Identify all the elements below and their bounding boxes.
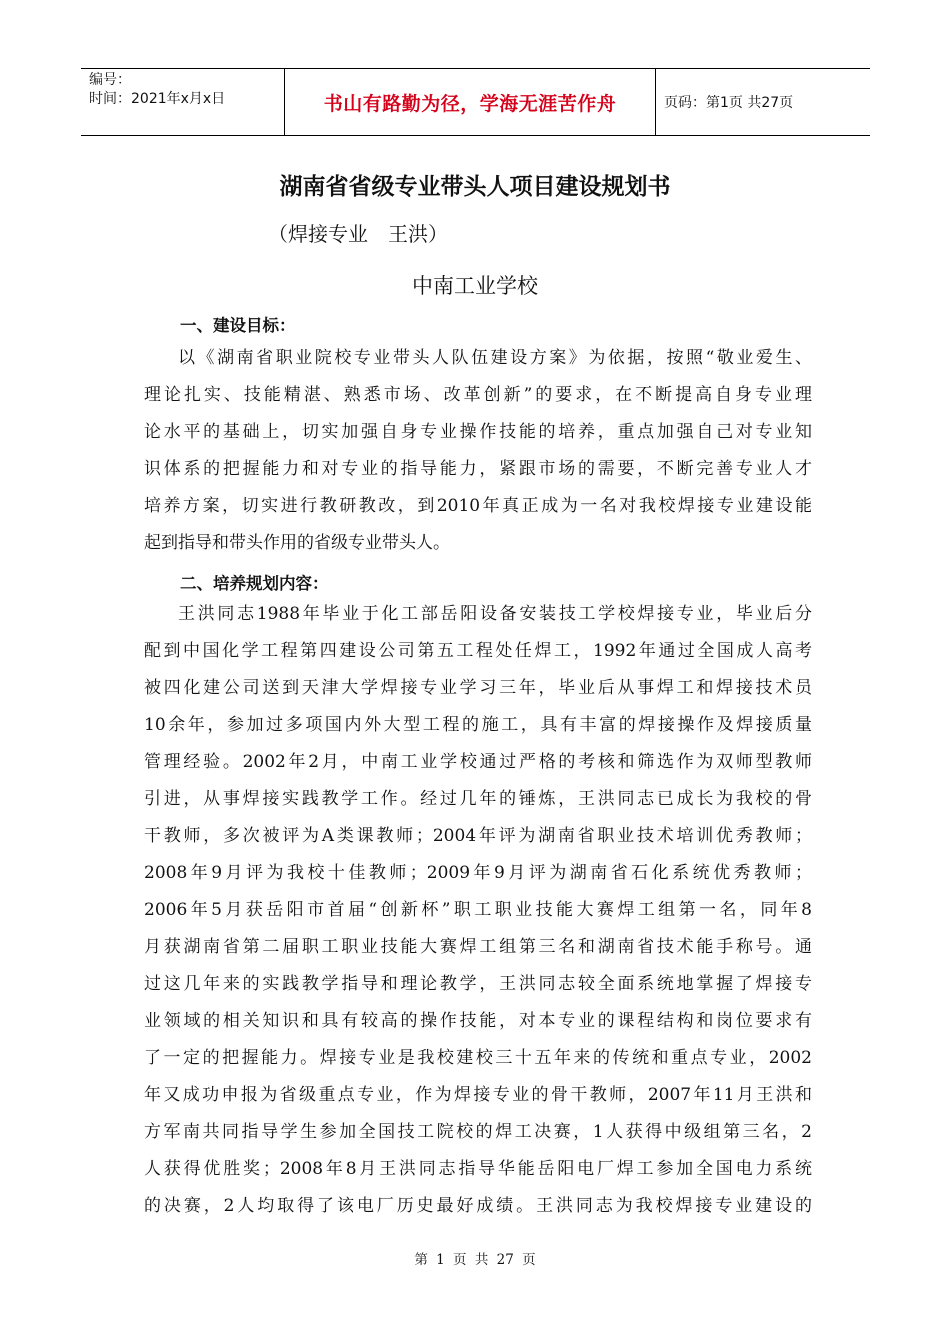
text-line: 王洪同志1988年毕业于化工部岳阳设备安装技工学校焊接专业，毕业后分 [178,604,812,624]
text-line: 2008年9月评为我校十佳教师；2009年9月评为湖南省石化系统优秀教师； [144,863,812,883]
text-line: 培养方案，切实进行教研教改，到2010年真正成为一名对我校焊接专业建设能 [144,496,812,516]
time-label: 时间：2021年x月x日 [89,91,226,107]
text-line: 年又成功申报为省级重点专业，作为焊接专业的骨干教师，2007年11月王洪和 [144,1085,812,1105]
document-title: 湖南省省级专业带头人项目建设规划书 [279,174,671,200]
section-heading-goals: 一、建设目标： [180,316,296,335]
section-heading-plan: 二、培养规划内容： [180,574,329,593]
text-line: 过这几年来的实践教学指导和理论教学，王洪同志较全面系统地掌握了焊接专 [144,974,812,994]
page-footer: 第 1 页 共 27 页 [414,1252,536,1268]
document-subtitle: （焊接专业 王洪） [268,222,448,246]
text-line: 配到中国化学工程第四建设公司第五工程处任焊工，1992年通过全国成人高考 [144,641,812,661]
text-line: 理论扎实、技能精湛、熟悉市场、改革创新”的要求，在不断提高自身专业理 [144,385,812,405]
text-line: 了一定的把握能力。焊接专业是我校建校三十五年来的传统和重点专业，2002 [144,1048,812,1068]
text-line: 人获得优胜奖；2008年8月王洪同志指导华能岳阳电厂焊工参加全国电力系统 [144,1159,812,1179]
text-line: 业领域的相关知识和具有较高的操作技能，对本专业的课程结构和岗位要求有 [144,1011,812,1031]
text-line: 以《湖南省职业院校专业带头人队伍建设方案》为依据，按照“敬业爱生、 [178,348,812,368]
text-line: 识体系的把握能力和对专业的指导能力，紧跟市场的需要，不断完善专业人才 [144,459,812,479]
header-motto-cell [284,69,656,135]
section-body-goals [144,340,812,562]
text-line: 引进，从事焊接实践教学工作。经过几年的锤炼，王洪同志已成长为我校的骨 [144,789,812,809]
number-label: 编号： [89,72,131,88]
header-page-info [656,69,870,135]
page-info-text: 页码：第1页 共27页 [664,95,794,111]
text-line: 月获湖南省第二届职工职业技能大赛焊工组第三名和湖南省技术能手称号。通 [144,937,812,957]
text-line: 起到指导和带头作用的省级专业带头人。 [144,533,450,553]
text-line: 被四化建公司送到天津大学焊接专业学习三年，毕业后从事焊工和焊接技术员 [144,678,812,698]
school-name: 中南工业学校 [412,274,538,298]
text-line: 10余年，参加过多项国内外大型工程的施工，具有丰富的焊接操作及焊接质量 [144,715,812,735]
text-line: 干教师，多次被评为A类课教师；2004年评为湖南省职业技术培训优秀教师； [144,826,812,846]
text-line: 的决赛，2人均取得了该电厂历史最好成绩。王洪同志为我校焊接专业建设的 [144,1196,812,1216]
text-line: 管理经验。2002年2月，中南工业学校通过严格的考核和筛选作为双师型教师 [144,752,812,772]
text-line: 方军南共同指导学生参加全国技工院校的焊工决赛，1人获得中级组第三名，2 [144,1122,812,1142]
motto-text: 书山有路勤为径，学海无涯苦作舟 [323,92,617,115]
text-line: 论水平的基础上，切实加强自身专业操作技能的培养，重点加强自己对专业知 [144,422,812,442]
page-header [81,68,870,136]
section-body-plan [144,596,812,1225]
text-line: 2006年5月获岳阳市首届“创新杯”职工职业技能大赛焊工组第一名，同年8 [144,900,812,920]
header-meta [81,69,284,135]
